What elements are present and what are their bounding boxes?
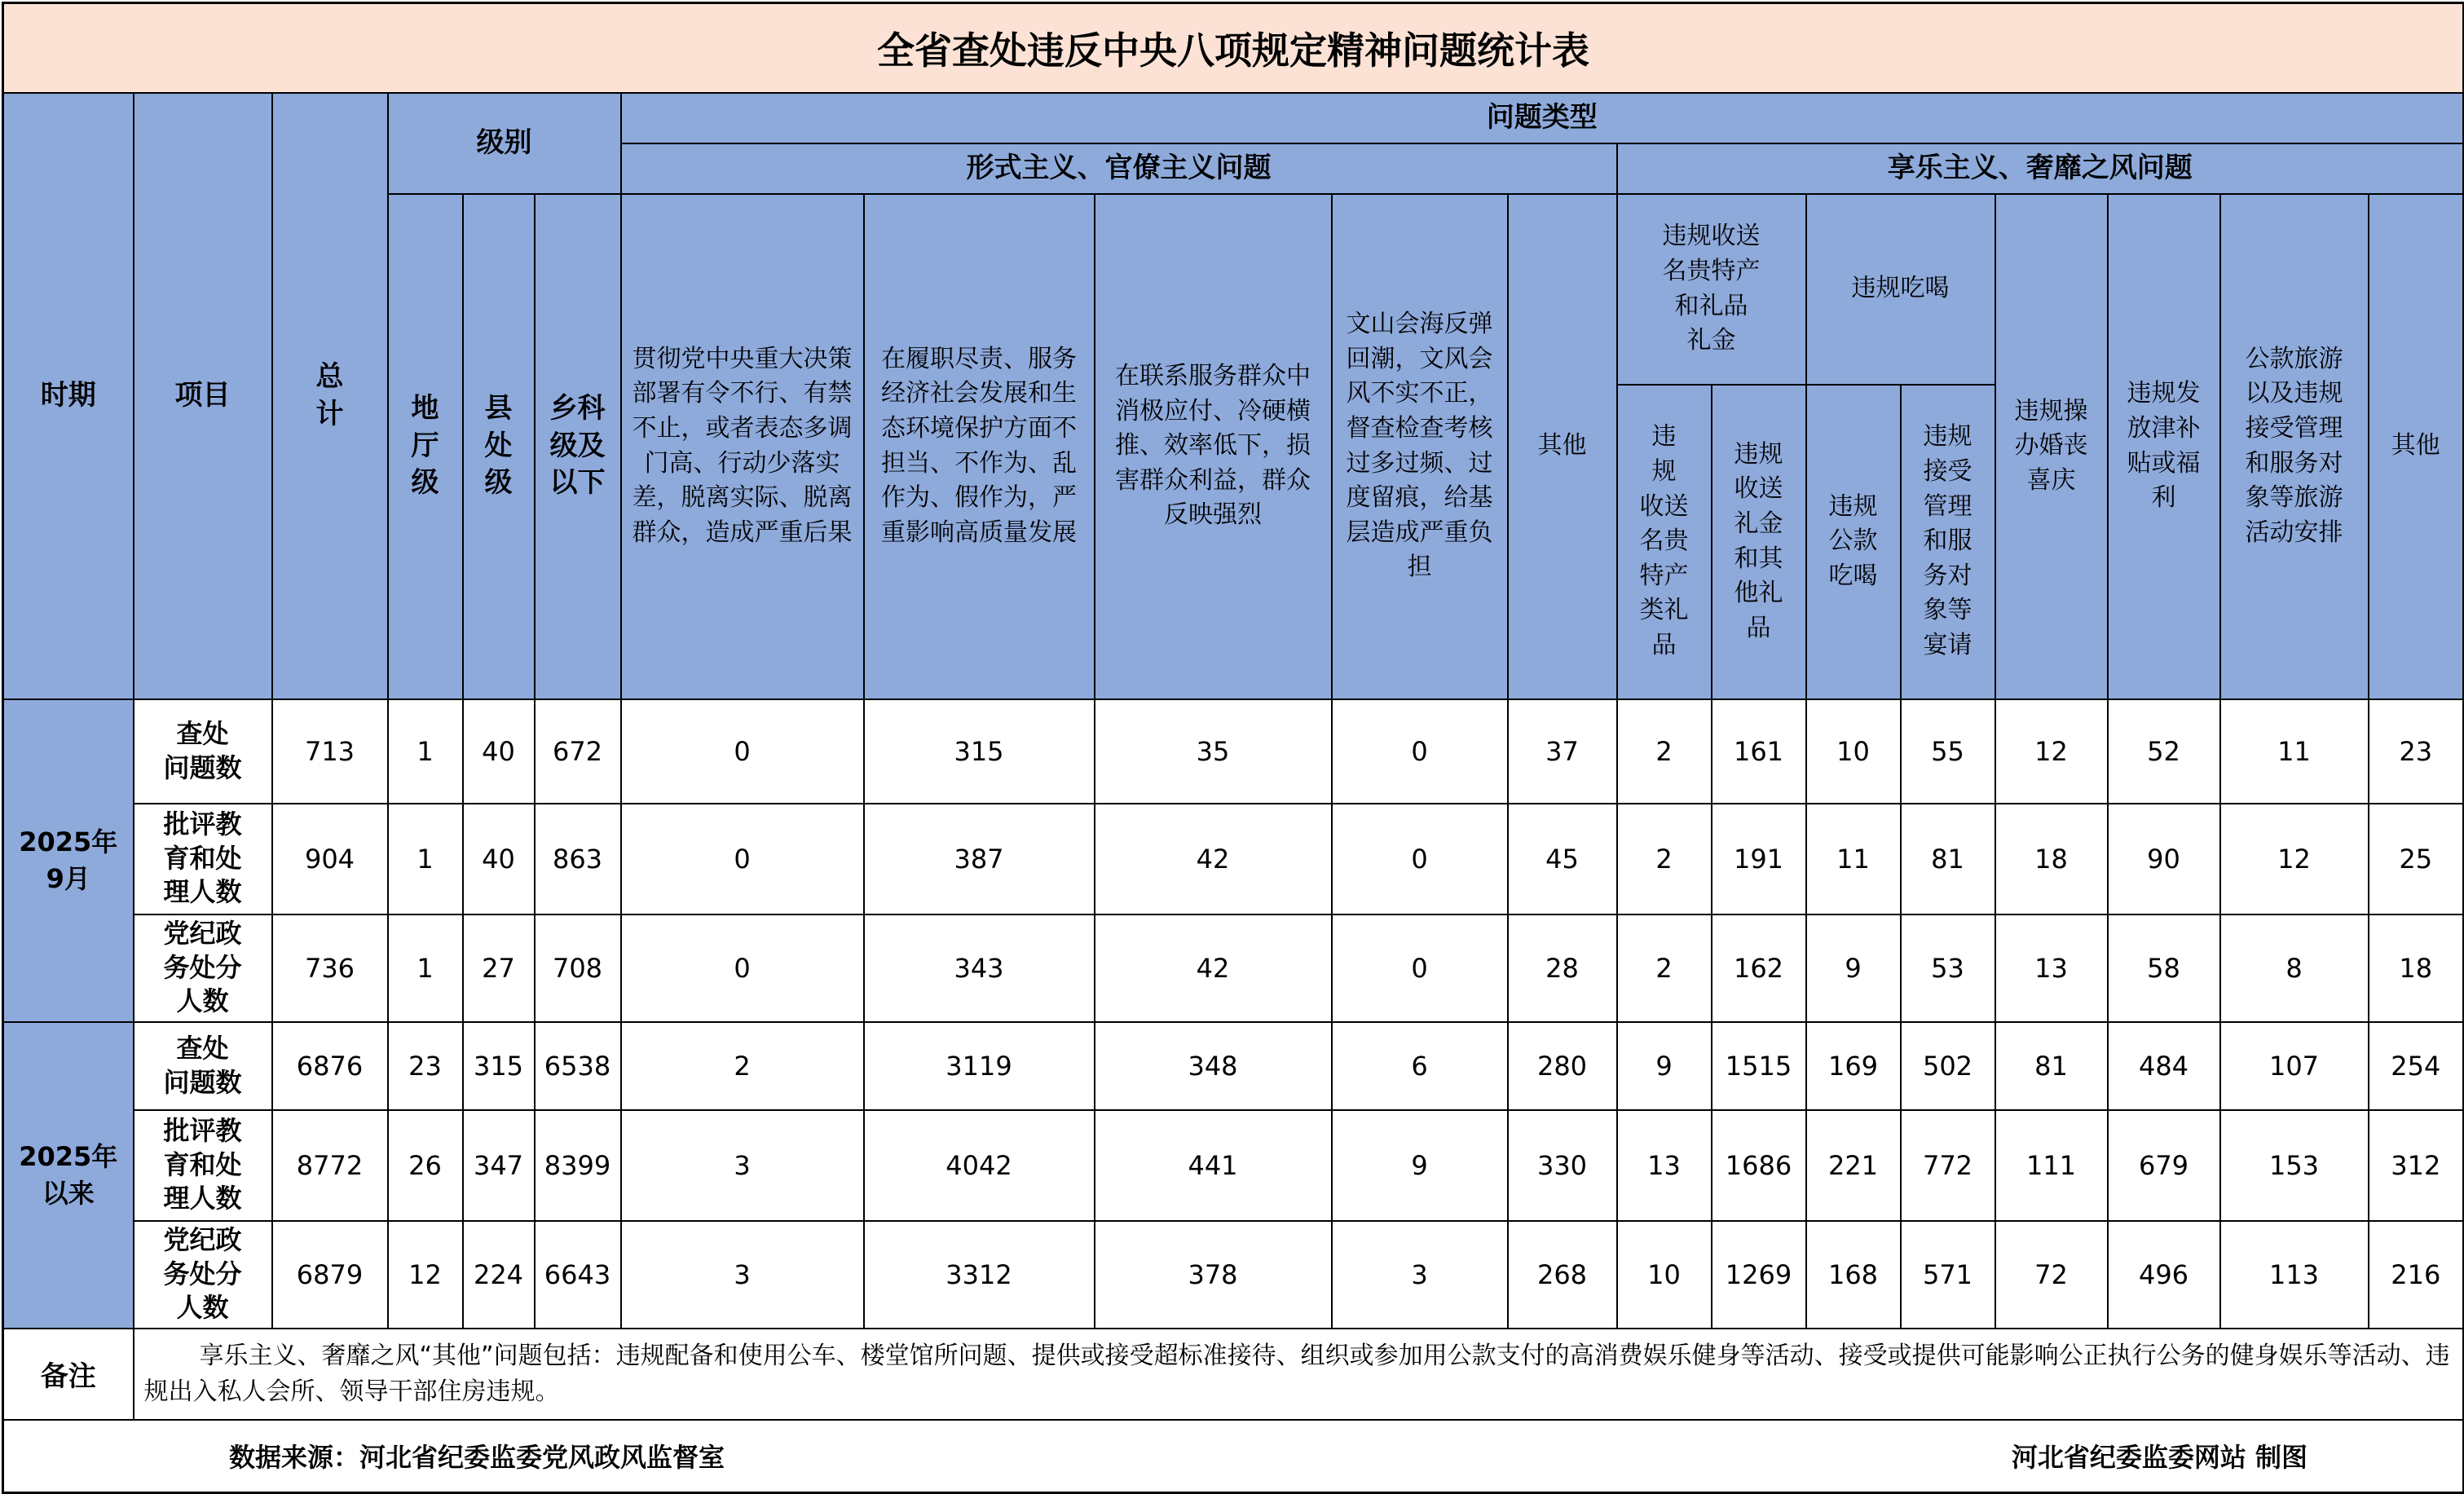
row-item-label: 党纪政 务处分 人数	[134, 1221, 272, 1329]
cell-hedonism-other: 18	[2369, 914, 2464, 1022]
cell-travel: 12	[2220, 804, 2369, 914]
header-dine-2: 违规 接受 管理 和服 务对 象等 宴请	[1901, 385, 1995, 699]
cell-formalism-other: 37	[1508, 699, 1617, 804]
statistics-table	[2, 2, 2464, 1494]
cell-formalism-2: 315	[864, 699, 1095, 804]
cell-formalism-3: 441	[1095, 1110, 1332, 1221]
note-label: 备注	[3, 1329, 134, 1420]
cell-formalism-1: 0	[621, 914, 864, 1022]
cell-gift-2: 1269	[1712, 1221, 1806, 1329]
cell-level-1: 1	[388, 914, 463, 1022]
header-formalism-1: 贯彻党中央重大决策部署有令不行、有禁不止，或者表态多调门高、行动少落实差，脱离实际、脱离群众，造成严重后果	[621, 194, 864, 699]
cell-travel: 107	[2220, 1022, 2369, 1110]
cell-dine-2: 55	[1901, 699, 1995, 804]
cell-subsidies: 52	[2108, 699, 2220, 804]
cell-weddings: 18	[1995, 804, 2108, 914]
cell-formalism-2: 3312	[864, 1221, 1095, 1329]
cell-total: 904	[272, 804, 388, 914]
header-formalism-3: 在联系服务群众中消极应付、冷硬横推、效率低下，损害群众利益，群众反映强烈	[1095, 194, 1332, 699]
cell-formalism-other: 268	[1508, 1221, 1617, 1329]
cell-hedonism-other: 312	[2369, 1110, 2464, 1221]
header-gifts-group: 违规收送 名贵特产 和礼品 礼金	[1617, 194, 1806, 385]
cell-formalism-4: 0	[1332, 914, 1508, 1022]
cell-formalism-other: 330	[1508, 1110, 1617, 1221]
table-title: 全省查处违反中央八项规定精神问题统计表	[3, 3, 2464, 93]
header-level-3: 乡科 级及 以下	[535, 194, 621, 699]
cell-formalism-4: 0	[1332, 804, 1508, 914]
cell-weddings: 13	[1995, 914, 2108, 1022]
cell-gift-1: 2	[1617, 699, 1712, 804]
cell-dine-1: 10	[1806, 699, 1901, 804]
cell-formalism-3: 42	[1095, 804, 1332, 914]
row-item-label: 查处 问题数	[134, 1022, 272, 1110]
cell-travel: 11	[2220, 699, 2369, 804]
cell-level-3: 863	[535, 804, 621, 914]
table-row	[3, 1221, 2464, 1329]
row-item-label: 党纪政 务处分 人数	[134, 914, 272, 1022]
cell-total: 6879	[272, 1221, 388, 1329]
cell-weddings: 12	[1995, 699, 2108, 804]
cell-formalism-4: 9	[1332, 1110, 1508, 1221]
cell-dine-1: 9	[1806, 914, 1901, 1022]
table-row	[3, 914, 2464, 1022]
header-period: 时期	[3, 93, 134, 699]
cell-hedonism-other: 254	[2369, 1022, 2464, 1110]
header-formalism-2: 在履职尽责、服务经济社会发展和生态环境保护方面不担当、不作为、乱作为、假作为，严重影响高质量发展	[864, 194, 1095, 699]
row-item-label: 批评教 育和处 理人数	[134, 1110, 272, 1221]
cell-level-2: 347	[463, 1110, 535, 1221]
header-problem-type: 问题类型	[621, 93, 2464, 143]
cell-gift-2: 1686	[1712, 1110, 1806, 1221]
cell-level-1: 26	[388, 1110, 463, 1221]
header-formalism-other: 其他	[1508, 194, 1617, 699]
header-item: 项目	[134, 93, 272, 699]
header-formalism-4: 文山会海反弹回潮，文风会风不实不正，督查检查考核过多过频、过度留痕，给基层造成严重负担	[1332, 194, 1508, 699]
cell-formalism-3: 348	[1095, 1022, 1332, 1110]
cell-travel: 153	[2220, 1110, 2369, 1221]
cell-subsidies: 679	[2108, 1110, 2220, 1221]
cell-weddings: 81	[1995, 1022, 2108, 1110]
cell-formalism-4: 6	[1332, 1022, 1508, 1110]
header-dining-group: 违规吃喝	[1806, 194, 1995, 385]
footer	[3, 1420, 2464, 1493]
cell-gift-1: 9	[1617, 1022, 1712, 1110]
cell-gift-1: 13	[1617, 1110, 1712, 1221]
cell-dine-2: 502	[1901, 1022, 1995, 1110]
cell-gift-2: 191	[1712, 804, 1806, 914]
cell-level-1: 12	[388, 1221, 463, 1329]
cell-formalism-1: 2	[621, 1022, 864, 1110]
cell-gift-2: 162	[1712, 914, 1806, 1022]
header-hedonism-other: 其他	[2369, 194, 2464, 699]
cell-formalism-1: 0	[621, 804, 864, 914]
header-subsidies: 违规发 放津补 贴或福 利	[2108, 194, 2220, 699]
cell-dine-2: 772	[1901, 1110, 1995, 1221]
cell-formalism-2: 343	[864, 914, 1095, 1022]
table-row	[3, 804, 2464, 914]
period-label: 2025年 以来	[3, 1022, 134, 1329]
cell-level-3: 6643	[535, 1221, 621, 1329]
cell-hedonism-other: 25	[2369, 804, 2464, 914]
cell-level-2: 40	[463, 699, 535, 804]
cell-travel: 113	[2220, 1221, 2369, 1329]
table-row	[3, 1110, 2464, 1221]
table-row	[3, 1022, 2464, 1110]
cell-level-3: 708	[535, 914, 621, 1022]
data-source: 数据来源：河北省纪委监委党风政风监督室	[229, 1442, 725, 1474]
cell-weddings: 72	[1995, 1221, 2108, 1329]
cell-formalism-3: 35	[1095, 699, 1332, 804]
cell-total: 713	[272, 699, 388, 804]
cell-gift-1: 2	[1617, 804, 1712, 914]
cell-level-1: 23	[388, 1022, 463, 1110]
period-label: 2025年 9月	[3, 699, 134, 1022]
header-travel: 公款旅游 以及违规 接受管理 和服务对 象等旅游 活动安排	[2220, 194, 2369, 699]
cell-formalism-other: 45	[1508, 804, 1617, 914]
note-text: 享乐主义、奢靡之风“其他”问题包括：违规配备和使用公车、楼堂馆所问题、提供或接受超标准接待、组织或参加用公款支付的高消费娱乐健身等活动、接受或提供可能影响公正执行公务的健身娱乐等活动、违规出入私人会所、领导干部住房违规。	[134, 1329, 2464, 1420]
cell-dine-2: 571	[1901, 1221, 1995, 1329]
row-item-label: 查处 问题数	[134, 699, 272, 804]
header-total: 总 计	[272, 93, 388, 699]
row-item-label: 批评教 育和处 理人数	[134, 804, 272, 914]
cell-subsidies: 58	[2108, 914, 2220, 1022]
cell-dine-1: 221	[1806, 1110, 1901, 1221]
header-level-2: 县 处 级	[463, 194, 535, 699]
cell-formalism-other: 280	[1508, 1022, 1617, 1110]
cell-level-1: 1	[388, 804, 463, 914]
header-weddings: 违规操 办婚丧 喜庆	[1995, 194, 2108, 699]
cell-subsidies: 90	[2108, 804, 2220, 914]
cell-gift-2: 161	[1712, 699, 1806, 804]
header-level-1: 地 厅 级	[388, 194, 463, 699]
cell-dine-2: 81	[1901, 804, 1995, 914]
cell-hedonism-other: 23	[2369, 699, 2464, 804]
cell-level-3: 8399	[535, 1110, 621, 1221]
cell-gift-1: 10	[1617, 1221, 1712, 1329]
cell-gift-2: 1515	[1712, 1022, 1806, 1110]
cell-travel: 8	[2220, 914, 2369, 1022]
cell-level-3: 672	[535, 699, 621, 804]
cell-formalism-other: 28	[1508, 914, 1617, 1022]
header-level-group: 级别	[388, 93, 621, 194]
cell-dine-2: 53	[1901, 914, 1995, 1022]
cell-hedonism-other: 216	[2369, 1221, 2464, 1329]
cell-formalism-2: 387	[864, 804, 1095, 914]
cell-formalism-2: 3119	[864, 1022, 1095, 1110]
cell-dine-1: 168	[1806, 1221, 1901, 1329]
cell-total: 6876	[272, 1022, 388, 1110]
header-dine-1: 违规 公款 吃喝	[1806, 385, 1901, 699]
header-gift-2: 违规 收送 礼金 和其 他礼 品	[1712, 385, 1806, 699]
header-hedonism-group: 享乐主义、奢靡之风问题	[1617, 143, 2464, 194]
cell-level-3: 6538	[535, 1022, 621, 1110]
table-row	[3, 699, 2464, 804]
cell-subsidies: 496	[2108, 1221, 2220, 1329]
cell-level-1: 1	[388, 699, 463, 804]
cell-total: 8772	[272, 1110, 388, 1221]
cell-level-2: 27	[463, 914, 535, 1022]
header-formalism-group: 形式主义、官僚主义问题	[621, 143, 1617, 194]
cell-level-2: 224	[463, 1221, 535, 1329]
cell-subsidies: 484	[2108, 1022, 2220, 1110]
cell-formalism-4: 0	[1332, 699, 1508, 804]
cell-level-2: 40	[463, 804, 535, 914]
cell-dine-1: 169	[1806, 1022, 1901, 1110]
cell-gift-1: 2	[1617, 914, 1712, 1022]
cell-formalism-3: 42	[1095, 914, 1332, 1022]
cell-formalism-2: 4042	[864, 1110, 1095, 1221]
cell-formalism-3: 378	[1095, 1221, 1332, 1329]
cell-formalism-4: 3	[1332, 1221, 1508, 1329]
cell-level-2: 315	[463, 1022, 535, 1110]
cell-total: 736	[272, 914, 388, 1022]
cell-formalism-1: 0	[621, 699, 864, 804]
cell-weddings: 111	[1995, 1110, 2108, 1221]
cell-formalism-1: 3	[621, 1221, 864, 1329]
header-gift-1: 违 规 收送 名贵 特产 类礼 品	[1617, 385, 1712, 699]
cell-dine-1: 11	[1806, 804, 1901, 914]
chart-credit: 河北省纪委监委网站 制图	[2011, 1442, 2308, 1474]
cell-formalism-1: 3	[621, 1110, 864, 1221]
